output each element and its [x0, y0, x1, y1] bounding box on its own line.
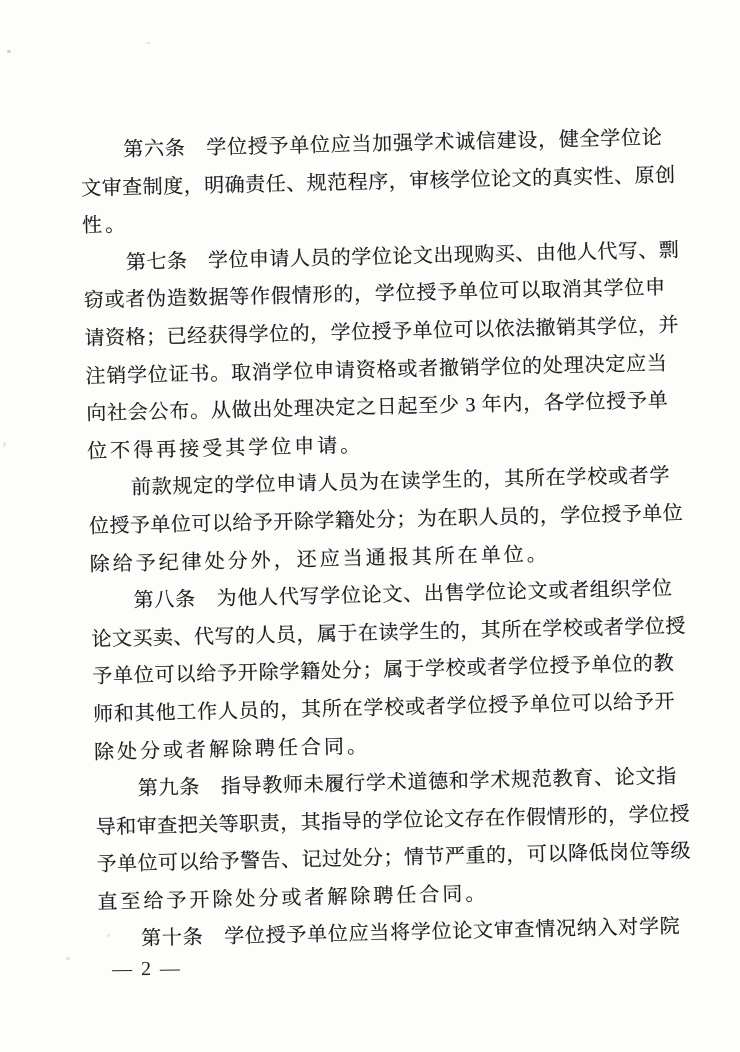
text-line: 论文买卖、代写的人员，属于在读学生的，其所在学校或者学位授: [91, 615, 687, 651]
text-line: 性。: [81, 214, 129, 238]
text-line: 师和其他工作人员的，其所在学校或者学位授予单位可以给予开: [92, 690, 676, 726]
text-line: 予单位可以给予警告、记过处分；情节严重的，可以降低岗位等级: [96, 840, 692, 877]
text-line: 文审查制度，明确责任、规范程序，审核学位论文的真实性、原创: [81, 164, 676, 200]
scan-speck: [3, 442, 6, 447]
text-line: 直至给予开除处分或者解除聘任合同。: [97, 882, 489, 914]
text-line: 除处分或者解除聘任合同。: [93, 735, 371, 764]
text-line: 第九条 指导教师未履行学术道德和学术规范教育、论文指: [137, 765, 678, 800]
text-line: 除给予纪律处分外，还应当通报其所在单位。: [89, 542, 550, 576]
text-line: 位不得再接受其学位申请。: [86, 434, 364, 463]
text-line: 第六条 学位授予单位应当加强学术诚信建设，健全学位论: [123, 126, 663, 162]
paragraph-article-8: [90, 571, 687, 772]
text-line: 请资格；已经获得学位的，学位授予单位可以依法撤销其学位，并: [84, 314, 680, 350]
paragraph-article-7-clause-2: [88, 458, 684, 584]
page-number: — 2 —: [111, 957, 183, 981]
text-line: 第十条 学位授予单位应当将学位论文审查情况纳入对学院: [141, 916, 681, 951]
text-line: 注销学位证书。取消学位申请资格或者撤销学位的处理决定应当: [85, 352, 668, 388]
text-line: 位授予单位可以给予开除学籍处分；为在职人员的，学位授予单位: [88, 502, 684, 538]
scan-speck: [7, 50, 11, 53]
paragraph-article-7: [83, 233, 680, 472]
text-line: 予单位可以给予开除学籍处分；属于学校或者学位授予单位的教: [92, 652, 675, 689]
paragraph-article-9: [94, 759, 692, 923]
scan-speck: [66, 957, 70, 960]
text-line: 向社会公布。从做出处理决定之日起至少 3 年内，各学位授予单: [86, 389, 669, 426]
text-line: 前款规定的学位申请人员为在读学生的，其所在学校或者学: [130, 465, 671, 500]
text-line: 窃或者伪造数据等作假情形的，学位授予单位可以取消其学位申: [83, 277, 666, 313]
scan-speck: [147, 42, 150, 44]
text-line: 导和审查把关等职责，其指导的学位论文存在作假情形的，学位授: [95, 803, 691, 839]
paragraph-article-6: [80, 120, 676, 246]
document-text-block: [80, 120, 692, 960]
text-line: 第八条 为他人代写学位论文、出售学位论文或者组织学位: [133, 577, 673, 613]
text-line: 第七条 学位申请人员的学位论文出现购买、由他人代写、剽: [125, 239, 680, 274]
